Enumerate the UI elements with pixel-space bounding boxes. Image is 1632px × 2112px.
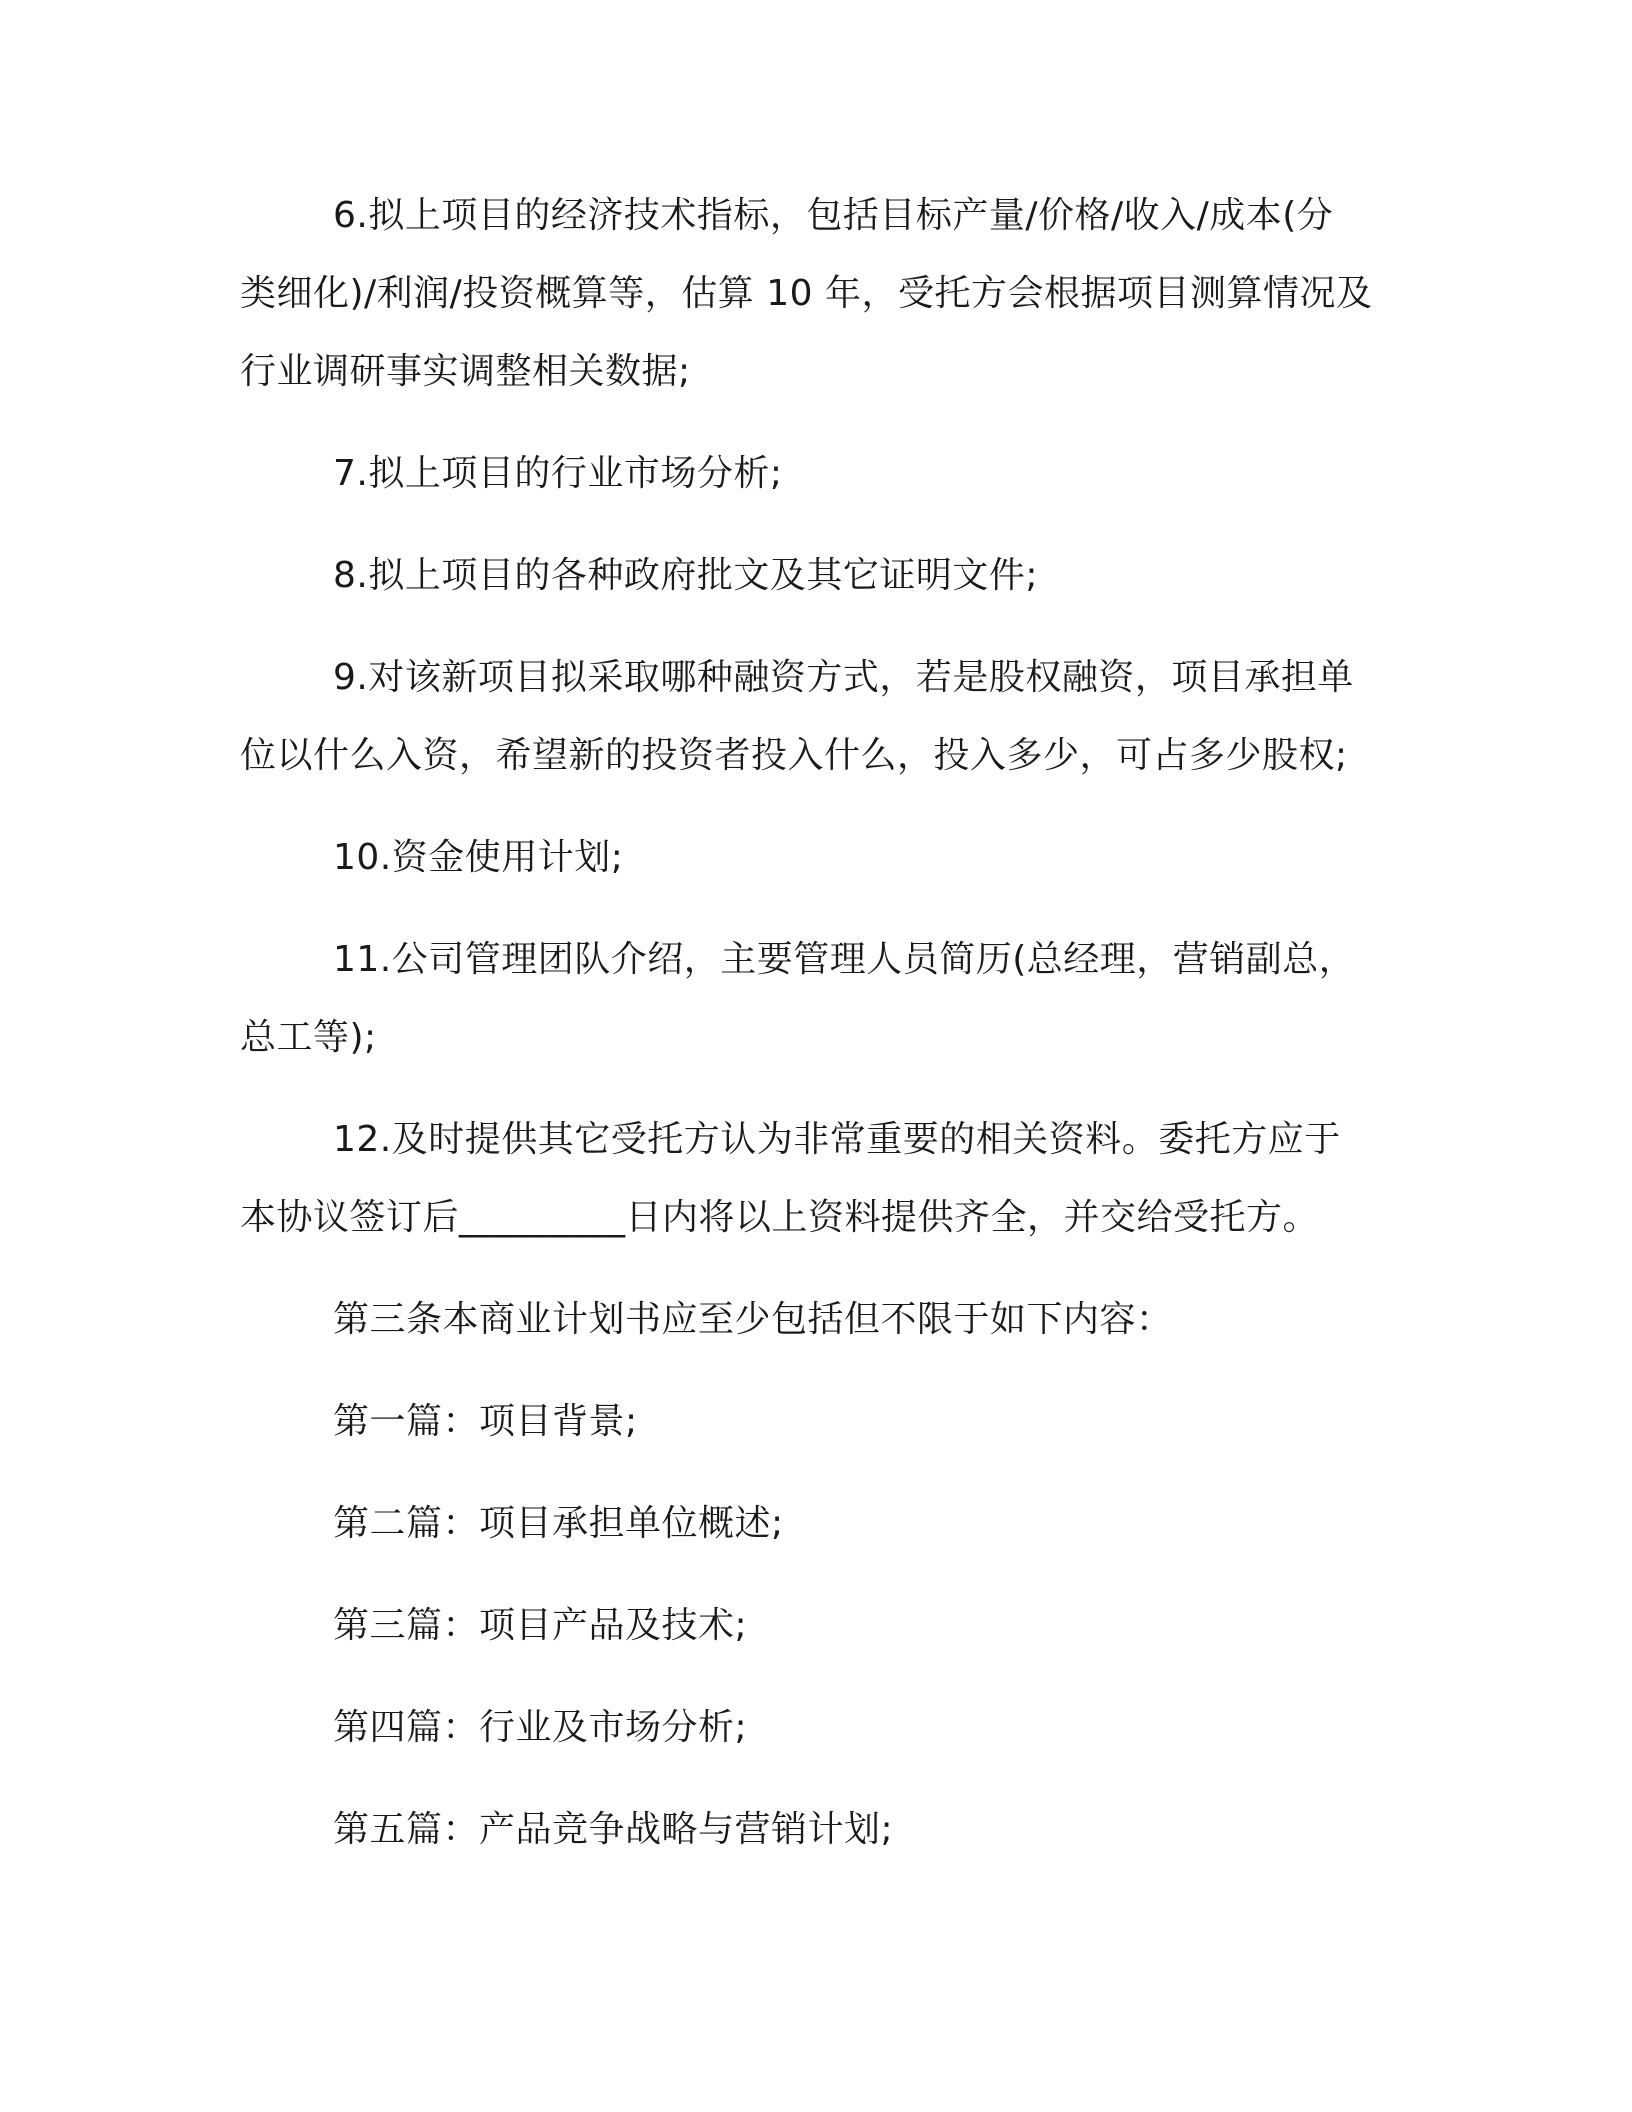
part-3-line: 第三篇：项目产品及技术; [333, 1605, 748, 1646]
item-9-line-1: 9.对该新项目拟采取哪种融资方式，若是股权融资，项目承担单 [333, 657, 1354, 698]
part-1-line: 第一篇：项目背景; [333, 1401, 638, 1442]
part-2-line: 第二篇：项目承担单位概述; [333, 1503, 784, 1544]
item-9-line-2: 位以什么入资，希望新的投资者投入什么，投入多少，可占多少股权; [240, 735, 1348, 776]
item-12-line-1: 12.及时提供其它受托方认为非常重要的相关资料。委托方应于 [333, 1119, 1341, 1160]
article-3-heading: 第三条本商业计划书应至少包括但不限于如下内容： [333, 1299, 1173, 1340]
item-11-line-2: 总工等); [240, 1017, 377, 1058]
item-10-line-1: 10.资金使用计划; [333, 837, 624, 878]
part-4-line: 第四篇：行业及市场分析; [333, 1707, 748, 1748]
part-5-line: 第五篇：产品竞争战略与营销计划; [333, 1809, 894, 1850]
item-11-line-1: 11.公司管理团队介绍，主要管理人员简历(总经理，营销副总， [333, 939, 1356, 980]
item-12-line-2: 本协议签订后_________日内将以上资料提供齐全，并交给受托方。 [240, 1197, 1320, 1238]
item-6-line-3: 行业调研事实调整相关数据; [240, 351, 691, 392]
item-7-line-1: 7.拟上项目的行业市场分析; [333, 453, 783, 494]
item-6-line-2: 类细化)/利润/投资概算等，估算 10 年，受托方会根据项目测算情况及 [240, 273, 1373, 314]
item-6-line-1: 6.拟上项目的经济技术指标，包括目标产量/价格/收入/成本(分 [333, 195, 1334, 236]
item-8-line-1: 8.拟上项目的各种政府批文及其它证明文件; [333, 555, 1038, 596]
